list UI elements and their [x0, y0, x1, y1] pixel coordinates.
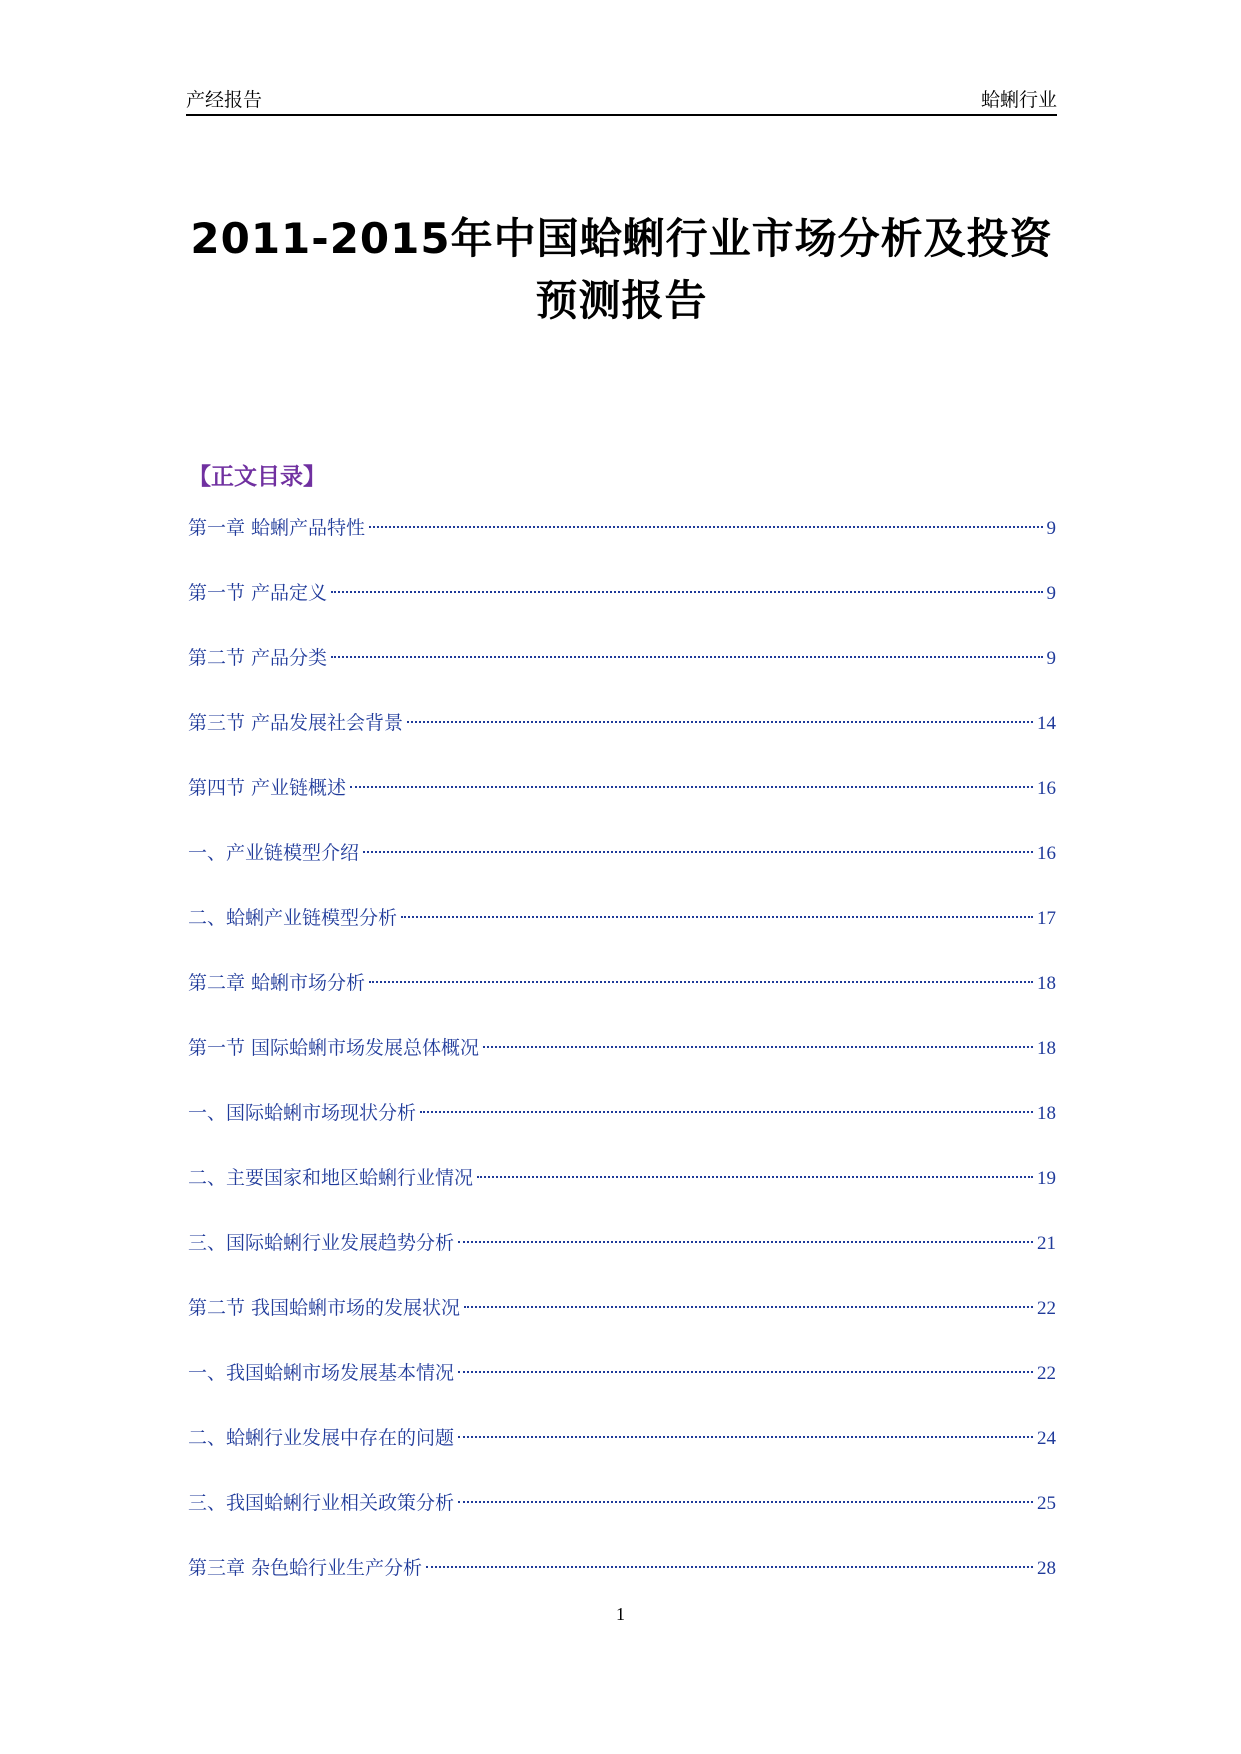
toc-entry[interactable] [188, 903, 1056, 968]
toc-entry-text: 第二章 蛤蜊市场分析 [188, 972, 366, 994]
toc-entry-page: 17 [1037, 908, 1056, 929]
toc-dot-leader [426, 1566, 1033, 1568]
toc-dot-leader [458, 1241, 1033, 1243]
toc-dot-leader [458, 1436, 1033, 1438]
toc-dot-leader [369, 526, 1042, 528]
page-header [186, 84, 1057, 116]
toc-entry-text: 第四节 产业链概述 [188, 777, 347, 799]
toc-entry-text: 二、蛤蜊行业发展中存在的问题 [188, 1427, 455, 1449]
toc-dot-leader [477, 1176, 1033, 1178]
header-right-text: 蛤蜊行业 [980, 89, 1057, 111]
toc-dot-leader [369, 981, 1033, 983]
toc-entry[interactable] [188, 838, 1056, 903]
toc-entry-page: 19 [1037, 1168, 1056, 1189]
toc-entry[interactable] [188, 968, 1056, 1033]
toc-entry-page: 18 [1037, 1038, 1056, 1059]
toc-entry-text: 第一节 国际蛤蜊市场发展总体概况 [188, 1037, 480, 1059]
toc-dot-leader [458, 1371, 1033, 1373]
toc-dot-leader [483, 1046, 1033, 1048]
toc-entry-page: 9 [1046, 518, 1056, 539]
toc-heading: 【正文目录】 [188, 464, 326, 490]
toc-entry-page: 21 [1037, 1233, 1056, 1254]
toc-entry-text: 三、我国蛤蜊行业相关政策分析 [188, 1492, 455, 1514]
title-line-2: 预测报告 [535, 276, 708, 325]
toc-entry-text: 一、国际蛤蜊市场现状分析 [188, 1102, 417, 1124]
toc-entry-page: 18 [1037, 1103, 1056, 1124]
toc-entry-page: 28 [1037, 1558, 1056, 1579]
toc-dot-leader [363, 851, 1033, 853]
toc-dot-leader [401, 916, 1033, 918]
toc-entry-page: 25 [1037, 1493, 1056, 1514]
toc-entry-text: 第二节 我国蛤蜊市场的发展状况 [188, 1297, 461, 1319]
toc-entry[interactable] [188, 1033, 1056, 1098]
toc-entry[interactable] [188, 1163, 1056, 1228]
toc-entry-text: 一、我国蛤蜊市场发展基本情况 [188, 1362, 455, 1384]
toc-entry[interactable] [188, 1293, 1056, 1358]
toc-entry-page: 22 [1037, 1298, 1056, 1319]
toc-entry[interactable] [188, 1098, 1056, 1163]
toc-entry-text: 二、蛤蜊产业链模型分析 [188, 907, 398, 929]
toc-entry[interactable] [188, 513, 1056, 578]
toc-entry-page: 9 [1046, 583, 1056, 604]
toc-entry[interactable] [188, 643, 1056, 708]
toc-entry-text: 第一节 产品定义 [188, 582, 328, 604]
toc-dot-leader [331, 656, 1042, 658]
toc-entry-text: 第三章 杂色蛤行业生产分析 [188, 1557, 423, 1579]
toc-entry[interactable] [188, 1488, 1056, 1553]
toc-entry-page: 14 [1037, 713, 1056, 734]
toc-entry-page: 9 [1046, 648, 1056, 669]
toc-entry-text: 一、产业链模型介绍 [188, 842, 360, 864]
toc-entry[interactable] [188, 1358, 1056, 1423]
toc-dot-leader [420, 1111, 1033, 1113]
toc-entry[interactable] [188, 1423, 1056, 1488]
toc-entry-page: 22 [1037, 1363, 1056, 1384]
toc-entry-text: 三、国际蛤蜊行业发展趋势分析 [188, 1232, 455, 1254]
toc-entry-page: 24 [1037, 1428, 1056, 1449]
toc-entry-page: 16 [1037, 843, 1056, 864]
page-number: 1 [616, 1604, 625, 1624]
toc-entry[interactable] [188, 578, 1056, 643]
toc-dot-leader [350, 786, 1033, 788]
toc-entry-page: 18 [1037, 973, 1056, 994]
toc-dot-leader [464, 1306, 1033, 1308]
title-line-1: 2011-2015年中国蛤蜊行业市场分析及投资 [190, 214, 1053, 263]
toc-entry-page: 16 [1037, 778, 1056, 799]
toc-dot-leader [331, 591, 1042, 593]
toc-entry-text: 二、主要国家和地区蛤蜊行业情况 [188, 1167, 474, 1189]
toc-dot-leader [458, 1501, 1033, 1503]
toc-entry-text: 第一章 蛤蜊产品特性 [188, 517, 366, 539]
header-left-text: 产经报告 [186, 89, 263, 111]
toc-entry[interactable] [188, 1228, 1056, 1293]
toc-list [188, 513, 1056, 1618]
toc-dot-leader [407, 721, 1033, 723]
toc-entry-text: 第三节 产品发展社会背景 [188, 712, 404, 734]
toc-entry[interactable] [188, 773, 1056, 838]
document-title [186, 208, 1057, 332]
toc-entry-text: 第二节 产品分类 [188, 647, 328, 669]
toc-entry[interactable] [188, 708, 1056, 773]
